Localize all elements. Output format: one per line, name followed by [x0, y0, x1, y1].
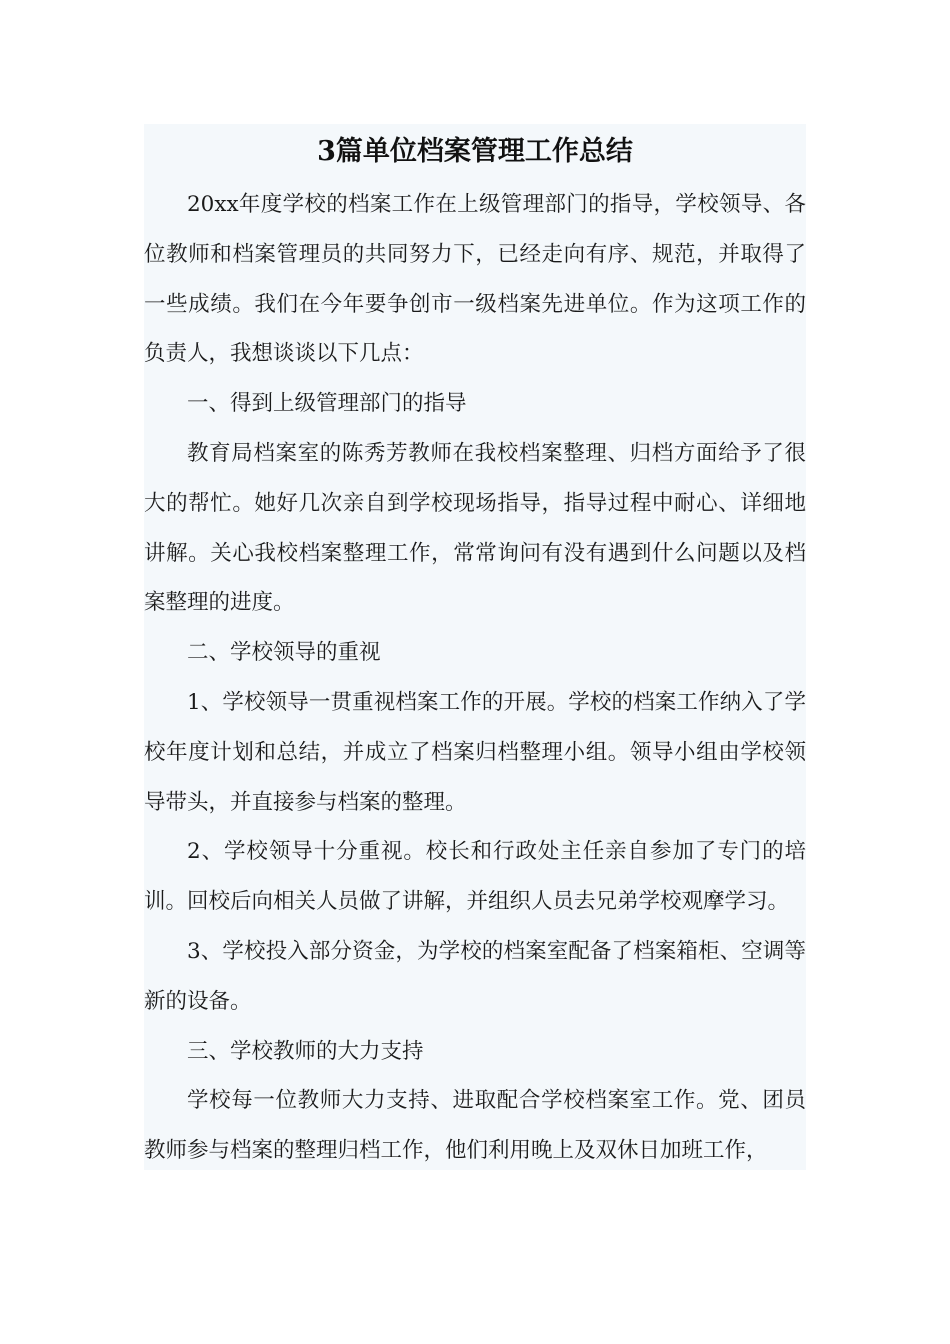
section-heading-2: 二、学校领导的重视 — [187, 640, 381, 666]
section-heading-3: 三、学校教师的大力支持 — [187, 1038, 424, 1064]
paragraph-intro: 20xx年度学校的档案工作在上级管理部门的指导，学校领导、各位教师和档案管理员的共同努力下，已经走向有序、规范，并取得了一些成绩。我们在今年要争创市一级档案先进单位。作为这项工作的负责人，我想谈谈以下几点： — [144, 192, 806, 367]
paragraph-item-3: 3、学校投入部分资金，为学校的档案室配备了档案箱柜、空调等新的设备。 — [144, 938, 806, 1014]
document-content — [144, 124, 806, 1170]
paragraph-section-3: 学校每一位教师大力支持、进取配合学校档案室工作。党、团员教师参与档案的整理归档工作，他们利用晚上及双休日加班工作， — [144, 1088, 806, 1164]
paragraph-item-1: 1、学校领导一贯重视档案工作的开展。学校的档案工作纳入了学校年度计划和总结，并成立了档案归档整理小组。领导小组由学校领导带头，并直接参与档案的整理。 — [144, 689, 806, 815]
paragraph-section-1: 教育局档案室的陈秀芳教师在我校档案整理、归档方面给予了很大的帮忙。她好几次亲自到学校现场指导，指导过程中耐心、详细地讲解。关心我校档案整理工作，常常询问有没有遇到什么问题以及档案整理的进度。 — [144, 440, 806, 616]
section-heading-1: 一、得到上级管理部门的指导 — [187, 391, 467, 417]
document-title: 3篇单位档案管理工作总结 — [317, 136, 633, 167]
paragraph-item-2: 2、学校领导十分重视。校长和行政处主任亲自参加了专门的培训。回校后向相关人员做了讲解，并组织人员去兄弟学校观摩学习。 — [144, 839, 806, 915]
